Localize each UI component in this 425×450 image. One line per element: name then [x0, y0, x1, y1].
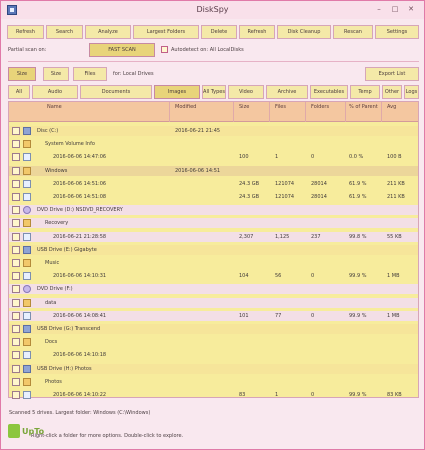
delete-button[interactable]: Delete — [201, 25, 237, 39]
row-pct: 99.8 % — [349, 233, 367, 240]
expand-icon[interactable] — [12, 233, 20, 241]
table-row[interactable] — [9, 126, 418, 136]
row-name: 2016-06-06 14:51:06 — [53, 180, 107, 187]
row-folders: 0 — [311, 312, 315, 319]
row-files: 1 — [275, 392, 279, 398]
row-pct: 61.9 % — [349, 194, 367, 200]
search-button[interactable]: Search — [46, 25, 83, 39]
partial-scan-label: Partial scan on: — [8, 47, 47, 53]
folder-icon — [23, 140, 31, 148]
expand-icon[interactable] — [12, 259, 20, 267]
row-pct: 99.9 % — [349, 392, 367, 398]
expand-icon[interactable] — [12, 312, 20, 320]
settings-button[interactable]: Settings — [375, 25, 419, 39]
type-temp-button[interactable]: Temp — [350, 85, 380, 99]
file-icon — [23, 351, 31, 359]
row-pct: 0.0 % — [349, 154, 364, 161]
logo-text: UpTo — [22, 427, 45, 436]
row-name: USB Drive (G:) Transcend — [37, 326, 101, 332]
table-row[interactable] — [9, 192, 418, 202]
column-separator — [169, 102, 170, 122]
row-name: 2016-06-06 14:47:06 — [53, 154, 107, 161]
row-size: 24.3 GB — [239, 180, 260, 187]
table-row[interactable] — [9, 298, 418, 308]
row-name: Photos — [45, 378, 62, 385]
column-folders[interactable]: Folders — [311, 104, 330, 110]
minimize-icon[interactable]: – — [377, 5, 381, 13]
table-header — [9, 102, 418, 122]
type-alltypes-button[interactable]: All Types — [202, 85, 226, 99]
row-avg: 1 MB — [387, 273, 400, 280]
expand-icon[interactable] — [12, 206, 20, 214]
size-filter-button[interactable]: Size — [8, 67, 36, 81]
row-name: 2016-06-06 14:10:22 — [53, 392, 107, 398]
table-row[interactable] — [9, 377, 418, 387]
table-row[interactable] — [9, 311, 418, 321]
column-avg[interactable]: Avg — [387, 104, 397, 110]
row-files: 121074 — [275, 180, 295, 187]
row-name: Disc (C:) — [37, 128, 59, 134]
expand-icon[interactable] — [12, 219, 20, 227]
row-name: 2016-06-21 21:28:58 — [53, 233, 107, 240]
size-filter-button-2[interactable]: Size — [43, 67, 69, 81]
filter-label: for: Local Drives — [113, 71, 154, 77]
autodetect-label: Autodetect on: All LocalDisks — [171, 47, 244, 53]
row-avg: 55 KB — [387, 233, 402, 240]
window-title: DiskSpy — [196, 5, 229, 14]
row-size: 83 — [239, 392, 246, 398]
expand-icon[interactable] — [12, 325, 20, 333]
expand-icon[interactable] — [12, 246, 20, 254]
drive-icon — [23, 246, 31, 254]
row-avg: 100 B — [387, 154, 402, 161]
drive-icon — [23, 325, 31, 333]
row-avg: 211 KB — [387, 180, 405, 187]
file-icon — [23, 272, 31, 280]
row-name: 2016-06-06 14:10:18 — [53, 352, 107, 359]
row-size: 2,307 — [239, 233, 254, 240]
type-audio-button[interactable]: Audio — [32, 85, 78, 99]
folder-icon — [23, 338, 31, 346]
expand-icon[interactable] — [12, 338, 20, 346]
type-logs-button[interactable]: Logs — [404, 85, 419, 99]
table-row[interactable] — [9, 166, 418, 176]
drive-icon — [23, 365, 31, 373]
row-folders: 0 — [311, 392, 315, 398]
file-icon — [23, 233, 31, 241]
row-files: 56 — [275, 273, 282, 280]
row-size: 100 — [239, 154, 249, 161]
type-archive-button[interactable]: Archive — [266, 85, 308, 99]
row-avg: 1 MB — [387, 312, 400, 319]
export-list-button[interactable]: Export List — [365, 67, 419, 81]
analyze-button[interactable]: Analyze — [85, 25, 131, 39]
row-name: Windows — [45, 167, 68, 174]
row-folders: 28014 — [311, 194, 327, 200]
column-separator — [305, 102, 306, 122]
column-size[interactable]: Size — [239, 104, 250, 110]
row-folders: 237 — [311, 233, 321, 240]
type-executables-button[interactable]: Executables — [310, 85, 348, 99]
title-bar — [1, 1, 424, 19]
folder-icon — [23, 299, 31, 307]
folder-icon — [23, 219, 31, 227]
files-filter-button[interactable]: Files — [73, 67, 107, 81]
disc-icon — [23, 206, 31, 214]
type-images-button[interactable]: Images — [154, 85, 200, 99]
expand-icon[interactable] — [12, 153, 20, 161]
maximize-icon[interactable]: □ — [391, 5, 399, 13]
row-pct: 61.9 % — [349, 180, 367, 187]
folder-icon — [23, 167, 31, 175]
largest-folders-button[interactable]: Largest Folders — [133, 25, 199, 39]
row-modified: 2016-06-06 14:51 — [175, 167, 221, 174]
rescan-button[interactable]: Rescan — [333, 25, 373, 39]
row-name: Music — [45, 260, 60, 266]
table-row[interactable] — [9, 152, 418, 162]
table-row[interactable] — [9, 390, 418, 400]
partial-scan-select[interactable]: FAST SCAN — [89, 43, 155, 57]
disc-icon — [23, 285, 31, 293]
file-icon — [23, 391, 31, 399]
row-avg: 83 KB — [387, 392, 402, 398]
expand-icon[interactable] — [12, 299, 20, 307]
column-separator — [381, 102, 382, 122]
table-row[interactable] — [9, 205, 418, 215]
expand-icon[interactable] — [12, 180, 20, 188]
expand-icon[interactable] — [12, 285, 20, 293]
table-row[interactable] — [9, 218, 418, 228]
type-other-button[interactable]: Other — [382, 85, 402, 99]
table-row[interactable] — [9, 284, 418, 294]
expand-icon[interactable] — [12, 391, 20, 399]
column-pct[interactable]: % of Parent — [349, 104, 378, 110]
row-name: System Volume Info — [45, 141, 95, 148]
row-name: USB Drive (H:) Photos — [37, 365, 92, 372]
refresh-button[interactable]: Refresh — [7, 25, 44, 39]
column-name[interactable]: Name — [47, 104, 62, 110]
type-all-button[interactable]: All — [8, 85, 30, 99]
status-line-1: Scanned 5 drives. Largest folder: Windows (C:\Windows) — [9, 410, 151, 416]
expand-icon[interactable] — [12, 193, 20, 201]
row-name: 2016-06-06 14:10:31 — [53, 273, 107, 280]
status-bar — [1, 405, 424, 449]
table-row[interactable] — [9, 364, 418, 374]
table-row[interactable] — [9, 245, 418, 255]
table-row[interactable] — [9, 258, 418, 268]
type-video-button[interactable]: Video — [228, 85, 264, 99]
row-avg: 211 KB — [387, 194, 405, 200]
table-row[interactable] — [9, 271, 418, 281]
row-folders: 28014 — [311, 180, 327, 187]
expand-icon[interactable] — [12, 272, 20, 280]
expand-icon[interactable] — [12, 378, 20, 386]
close-icon[interactable]: ✕ — [408, 5, 414, 13]
expand-icon[interactable] — [12, 140, 20, 148]
column-separator — [269, 102, 270, 122]
autodetect-checkbox[interactable] — [161, 46, 168, 53]
column-separator — [233, 102, 234, 122]
row-name: data — [45, 299, 57, 306]
expand-icon[interactable] — [12, 365, 20, 373]
row-pct: 99.9 % — [349, 273, 367, 280]
expand-icon[interactable] — [12, 127, 20, 135]
refresh-button-2[interactable]: Refresh — [239, 25, 275, 39]
expand-icon[interactable] — [12, 167, 20, 175]
row-size: 101 — [239, 312, 249, 319]
row-size: 104 — [239, 273, 249, 280]
row-modified: 2016-06-21 21:45 — [175, 128, 221, 134]
row-folders: 0 — [311, 273, 315, 280]
table-row[interactable] — [9, 139, 418, 149]
file-icon — [23, 312, 31, 320]
status-line-2: Right-click a folder for more options. Double-click to explore. — [31, 433, 184, 439]
row-name: DVD Drive (F:) — [37, 286, 73, 293]
file-icon — [23, 153, 31, 161]
row-name: Docs — [45, 339, 58, 346]
file-icon — [23, 193, 31, 201]
disk-cleanup-button[interactable]: Disk Cleanup — [277, 25, 331, 39]
row-pct: 99.9 % — [349, 312, 367, 319]
row-name: 2016-06-06 14:51:08 — [53, 194, 107, 200]
table-row[interactable] — [9, 232, 418, 242]
row-files: 121074 — [275, 194, 295, 200]
divider — [8, 61, 419, 62]
row-files: 1,125 — [275, 233, 290, 240]
table-row[interactable] — [9, 324, 418, 334]
column-separator — [345, 102, 346, 122]
table-row[interactable] — [9, 337, 418, 347]
drive-icon — [23, 127, 31, 135]
row-size: 24.3 GB — [239, 194, 260, 200]
folder-icon — [23, 259, 31, 267]
row-folders: 0 — [311, 154, 315, 161]
expand-icon[interactable] — [12, 351, 20, 359]
row-name: 2016-06-06 14:08:41 — [53, 312, 107, 319]
table-row[interactable] — [9, 350, 418, 360]
column-files[interactable]: Files — [275, 104, 286, 110]
results-table[interactable] — [8, 101, 419, 398]
row-name: USB Drive (E:) Gigabyte — [37, 246, 97, 253]
file-icon — [23, 180, 31, 188]
row-files: 1 — [275, 154, 279, 161]
logo-icon — [8, 424, 20, 438]
row-name: Recovery — [45, 220, 69, 227]
column-modified[interactable]: Modified — [175, 104, 197, 110]
table-row[interactable] — [9, 179, 418, 189]
folder-icon — [23, 378, 31, 386]
row-name: DVD Drive (D:) NSDVD_RECOVERY — [37, 207, 123, 214]
row-files: 77 — [275, 312, 282, 319]
type-documents-button[interactable]: Documents — [80, 85, 152, 99]
